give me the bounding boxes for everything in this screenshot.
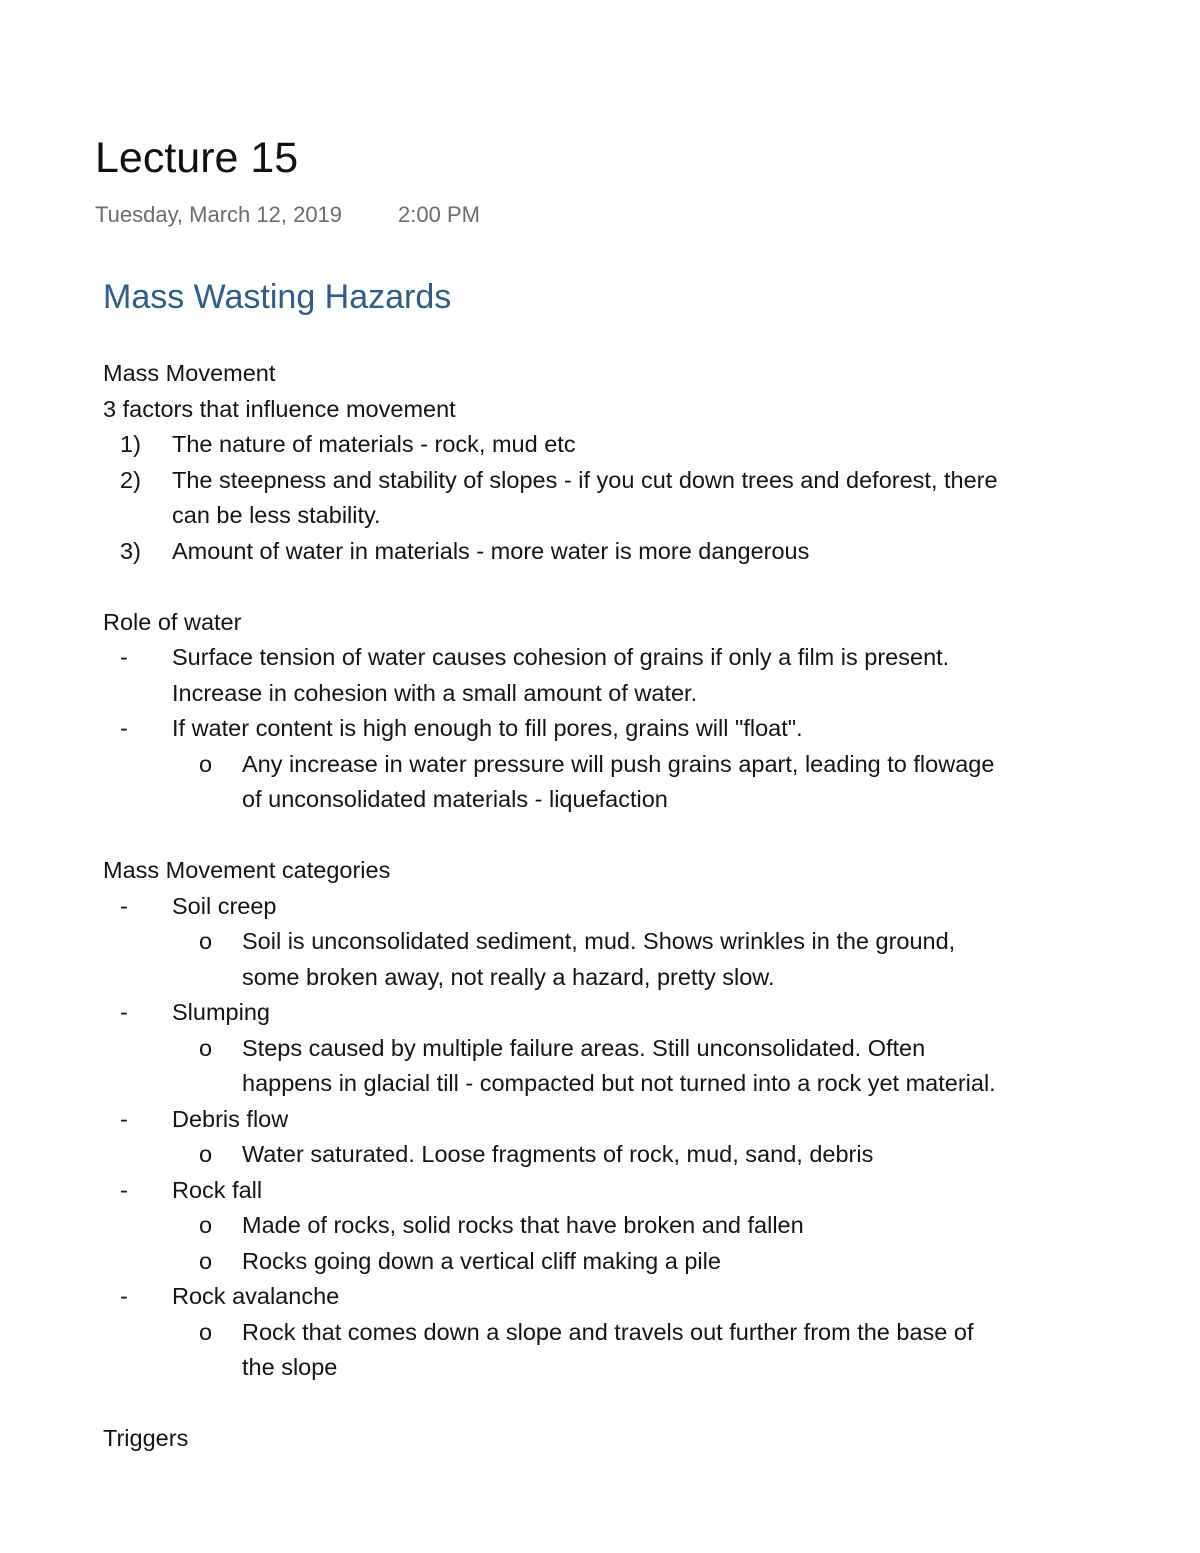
circle-bullet: o xyxy=(199,928,213,954)
item-text: Surface tension of water causes cohesion of grains if only a film is present. xyxy=(172,644,950,670)
notes-body xyxy=(103,356,1143,1457)
page-title: Lecture 15 xyxy=(95,134,299,182)
circle-bullet: o xyxy=(199,750,213,777)
item-text: Rock fall xyxy=(172,1176,263,1203)
numbered-item xyxy=(103,427,1143,463)
spacer xyxy=(103,818,1143,854)
item-text: Water saturated. Loose fragments of rock, mud, sand, debris xyxy=(242,1141,874,1167)
item-text: Debris flow xyxy=(172,1105,289,1132)
item-text: Rock avalanche xyxy=(172,1283,340,1309)
dash-bullet: - xyxy=(120,1105,128,1132)
bullet-item xyxy=(103,1102,1143,1138)
sub-bullet-item xyxy=(103,924,1143,995)
bullet-item xyxy=(103,889,1143,925)
list-number: 3) xyxy=(120,537,141,564)
sub-bullet-item xyxy=(103,1137,1143,1173)
item-text: Any increase in water pressure will push grains apart, leading to flowage xyxy=(242,750,995,777)
item-text: happens in glacial till - compacted but not turned into a rock yet material. xyxy=(242,1070,996,1096)
bullet-item xyxy=(103,1173,1143,1209)
item-text: Slumping xyxy=(172,999,270,1025)
circle-bullet: o xyxy=(199,1034,213,1061)
time-text: 2:00 PM xyxy=(398,202,480,227)
section-heading: Mass Wasting Hazards xyxy=(103,278,452,316)
sub-bullet-item xyxy=(103,747,1143,818)
bullet-item xyxy=(103,711,1143,747)
item-text: Soil is unconsolidated sediment, mud. Shows wrinkles in the ground, xyxy=(242,928,956,954)
item-text: can be less stability. xyxy=(172,502,381,528)
numbered-item xyxy=(103,463,1143,534)
dash-bullet: - xyxy=(120,1283,128,1309)
list-number: 1) xyxy=(120,431,141,457)
item-text: If water content is high enough to fill pores, grains will "float". xyxy=(172,715,803,741)
sub-bullet-item xyxy=(103,1244,1143,1280)
item-text: Increase in cohesion with a small amount of water. xyxy=(172,679,698,706)
dash-bullet: - xyxy=(120,644,128,670)
item-text: Steps caused by multiple failure areas. Still unconsolidated. Often xyxy=(242,1034,926,1061)
spacer xyxy=(103,569,1143,605)
dash-bullet: - xyxy=(120,715,128,741)
circle-bullet: o xyxy=(199,1318,213,1345)
dash-bullet: - xyxy=(120,999,128,1025)
item-text: The steepness and stability of slopes - if you cut down trees and deforest, there xyxy=(172,466,998,493)
sub-bullet-item xyxy=(103,1315,1143,1386)
sub-bullet-item xyxy=(103,1031,1143,1102)
sub-bullet-item xyxy=(103,1208,1143,1244)
item-text: The nature of materials - rock, mud etc xyxy=(172,431,576,457)
dash-bullet: - xyxy=(120,892,128,919)
item-text: some broken away, not really a hazard, pretty slow. xyxy=(242,963,775,990)
factors-intro: 3 factors that influence movement xyxy=(103,395,456,422)
bullet-item xyxy=(103,640,1143,711)
bullet-item xyxy=(103,1279,1143,1315)
item-text: Amount of water in materials - more water is more dangerous xyxy=(172,537,810,564)
mass-movement-title: Mass Movement xyxy=(103,360,276,386)
circle-bullet: o xyxy=(199,1141,213,1167)
date-time-line xyxy=(95,201,480,229)
numbered-item xyxy=(103,534,1143,570)
circle-bullet: o xyxy=(199,1247,213,1274)
dash-bullet: - xyxy=(120,1176,128,1203)
circle-bullet: o xyxy=(199,1212,213,1238)
date-text: Tuesday, March 12, 2019 xyxy=(95,202,343,227)
bullet-item xyxy=(103,995,1143,1031)
item-text: of unconsolidated materials - liquefaction xyxy=(242,786,668,812)
spacer xyxy=(103,1386,1143,1422)
categories-title: Mass Movement categories xyxy=(103,857,391,883)
item-text: Made of rocks, solid rocks that have broken and fallen xyxy=(242,1212,804,1238)
item-text: Rocks going down a vertical cliff making a pile xyxy=(242,1247,721,1274)
item-text: the slope xyxy=(242,1354,338,1380)
item-text: Soil creep xyxy=(172,892,277,919)
item-text: Rock that comes down a slope and travels out further from the base of xyxy=(242,1318,974,1345)
triggers-title: Triggers xyxy=(103,1425,189,1451)
list-number: 2) xyxy=(120,466,141,493)
role-of-water-title: Role of water xyxy=(103,608,242,635)
